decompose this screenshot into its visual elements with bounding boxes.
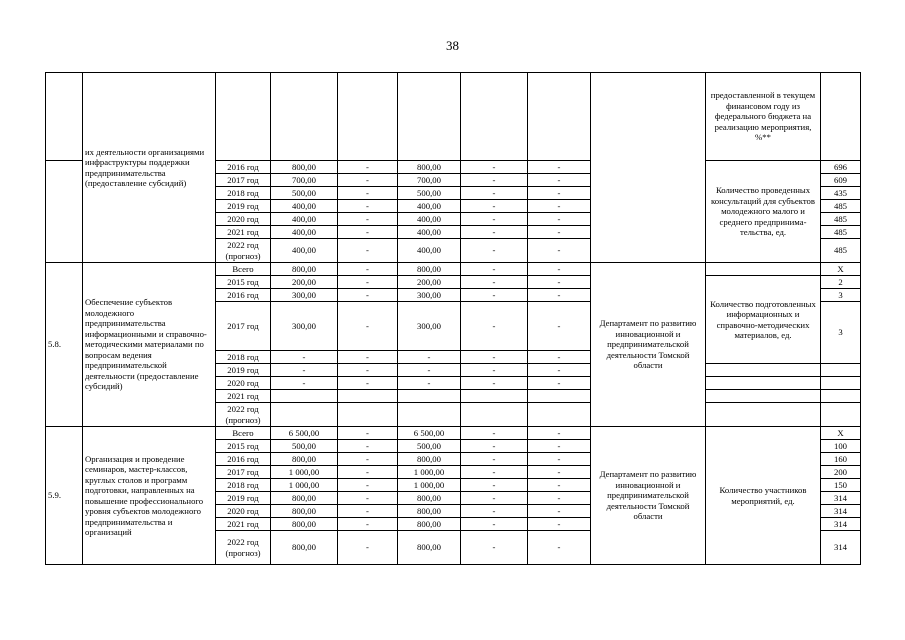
activity-name-cell: их деятельности организациями инфраструктуры поддержки предпринимательства (предоставление субсидий) [83, 73, 216, 263]
indicator-cell: Количество проведенных консультаций для субъектов молодежного малого и среднего предпринима-тельства, ед. [706, 161, 821, 263]
table-row: 2018 год 500,00 - 500,00 - - 435 [46, 187, 861, 200]
regional-cell: 800,00 [398, 161, 461, 174]
table-row: 2020 год - - - - - [46, 377, 861, 390]
year-cell: 2016 год [216, 161, 271, 174]
table-row: 2017 год 1 000,00 - 1 000,00 - - 200 [46, 466, 861, 479]
table-row: 2015 год 200,00 - 200,00 - - Количество подготовленных информационных и справочно-методических материалов, ед. 2 [46, 276, 861, 289]
table-row: 2018 год - - - - - [46, 351, 861, 364]
table-row: 2018 год 1 000,00 - 1 000,00 - - 150 [46, 479, 861, 492]
table-row: 2015 год 500,00 - 500,00 - - 100 [46, 440, 861, 453]
table-row: 2022 год (прогноз) [46, 403, 861, 427]
table-row: 2016 год 300,00 - 300,00 - - 3 [46, 289, 861, 302]
indicator-cell: Количество подготовленных информационных и справочно-методических материалов, ед. [706, 276, 821, 364]
section-number: 5.8. [46, 263, 83, 427]
table-row: 2016 год 800,00 - 800,00 - - Количество проведенных консультаций для субъектов молодежного малого и среднего предпринима-тельства, ед. 696 [46, 161, 861, 174]
indicator-value-cell: 696 [821, 161, 861, 174]
table-row: 2020 год 400,00 - 400,00 - - 485 [46, 213, 861, 226]
table-row: 2022 год (прогноз) 800,00 - 800,00 - - 314 [46, 531, 861, 565]
indicator-cell: предоставленной в текущем финансовом году из федерального бюджета на реализацию мероприятия, %** [706, 73, 821, 161]
table-row: 2017 год 700,00 - 700,00 - - 609 [46, 174, 861, 187]
page-number: 38 [446, 38, 459, 53]
table-row: 2019 год 400,00 - 400,00 - - 485 [46, 200, 861, 213]
department-cell: Департамент по развитию инновационной и предпринимательской деятельности Томской области [591, 263, 706, 427]
table-row: 2019 год - - - - - [46, 364, 861, 377]
program-table [45, 72, 861, 565]
department-cell [591, 73, 706, 263]
table-row: 5.9. Организация и проведение семинаров, мастер-классов, круглых столов и программ подготовки, направленных на повышение профессионального уровня субъектов молодежного предпринимательства и организаций Всего 6 500,00 - 6 500,00 - - Департамент по развитию инновационной и предпринимательской деятельности Томской области Количество участников мероприятий, ед. X [46, 427, 861, 440]
activity-name-cell: Обеспечение субъектов молодежного предпринимательства информационными и справочно-методическими материалами по вопросам ведения предпринимательской деятельности (предоставление субсидий) [83, 263, 216, 427]
table-row: 2021 год 400,00 - 400,00 - - 485 [46, 226, 861, 239]
total-cell: 800,00 [271, 161, 338, 174]
department-cell: Департамент по развитию инновационной и предпринимательской деятельности Томской области [591, 427, 706, 565]
table-row [46, 73, 861, 161]
table-row: 2016 год 800,00 - 800,00 - - 160 [46, 453, 861, 466]
table-row: 2020 год 800,00 - 800,00 - - 314 [46, 505, 861, 518]
table-row: 2021 год 800,00 - 800,00 - - 314 [46, 518, 861, 531]
number-cell [46, 73, 83, 161]
table-row: 2021 год [46, 390, 861, 403]
table-row: 2019 год 800,00 - 800,00 - - 314 [46, 492, 861, 505]
section-number: 5.9. [46, 427, 83, 565]
table-row: 2017 год 300,00 - 300,00 - - 3 [46, 302, 861, 351]
year-cell [216, 73, 271, 161]
table-row: 5.8. Обеспечение субъектов молодежного предпринимательства информационными и справочно-методическими материалами по вопросам ведения предпринимательской деятельности (предоставление субсидий) Всего 800,00 - 800,00 - - Департамент по развитию инновационной и предпринимательской деятельности Томской области X [46, 263, 861, 276]
activity-name-cell: Организация и проведение семинаров, мастер-классов, круглых столов и программ подготовки, направленных на повышение профессионального уровня субъектов молодежного предпринимательства и организаций [83, 427, 216, 565]
table-row: 2022 год (прогноз) 400,00 - 400,00 - - 485 [46, 239, 861, 263]
indicator-cell: Количество участников мероприятий, ед. [706, 427, 821, 565]
